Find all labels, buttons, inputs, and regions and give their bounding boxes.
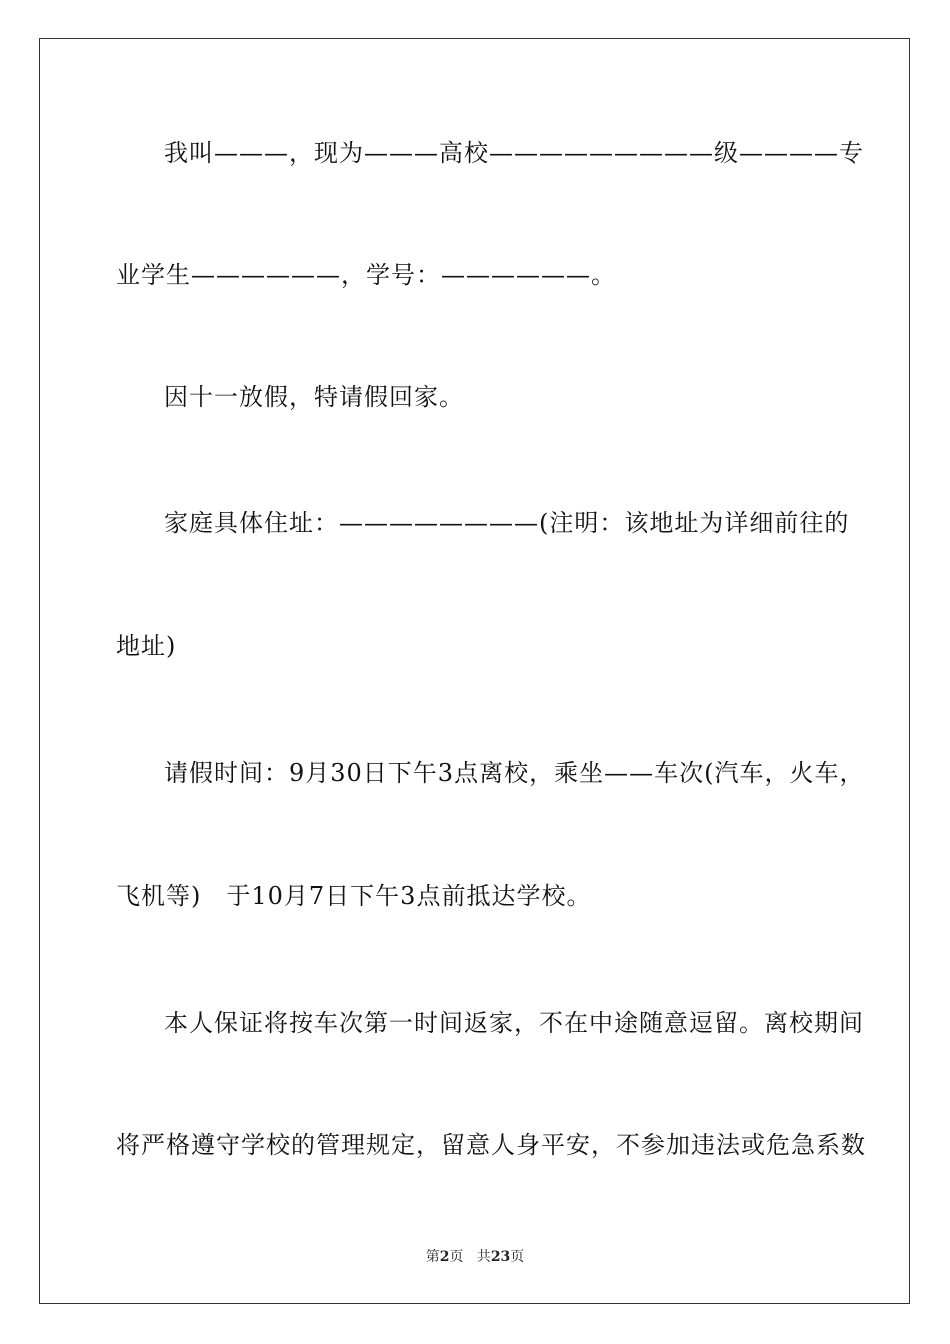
page-footer bbox=[0, 1247, 950, 1267]
footer-page-suffix: 页 bbox=[449, 1249, 464, 1265]
paragraph-line-4: 家庭具体住址：————————(注明：该地址为详细前往的 bbox=[164, 509, 850, 537]
paragraph-line-7: 飞机等) 于10月7日下午3点前抵达学校。 bbox=[116, 882, 592, 910]
paragraph-line-2: 业学生——————，学号：——————。 bbox=[116, 261, 616, 289]
paragraph-line-1: 我叫———，现为———高校—————————级————专 bbox=[164, 139, 864, 167]
paragraph-line-6: 请假时间：9月30日下午3点离校，乘坐——车次(汽车，火车， bbox=[164, 759, 865, 787]
footer-total-prefix: 共 bbox=[476, 1249, 491, 1265]
footer-page-current: 2 bbox=[439, 1249, 450, 1265]
paragraph-line-9: 将严格遵守学校的管理规定，留意人身平安，不参加违法或危急系数 bbox=[116, 1131, 866, 1159]
paragraph-line-3: 因十一放假，特请假回家。 bbox=[164, 383, 464, 411]
footer-page-prefix: 第 bbox=[425, 1249, 440, 1265]
footer-total-suffix: 页 bbox=[510, 1249, 525, 1265]
paragraph-line-5: 地址) bbox=[116, 632, 177, 660]
paragraph-line-8: 本人保证将按车次第一时间返家，不在中途随意逗留。离校期间 bbox=[164, 1009, 864, 1037]
page-frame bbox=[39, 38, 910, 1304]
footer-page-total: 23 bbox=[490, 1249, 511, 1265]
